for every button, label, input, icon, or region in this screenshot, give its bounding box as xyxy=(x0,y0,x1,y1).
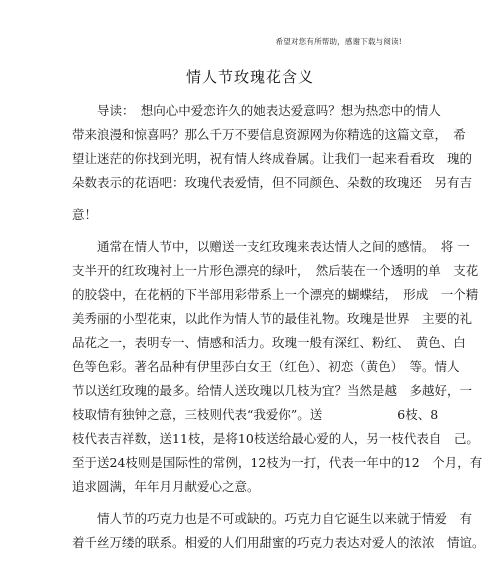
body-line: 朵数表示的花语吧：玫瑰代表爱情，但不同颜色、朵数的玫瑰还 另有吉 xyxy=(72,175,473,190)
body-line: 导读： 想向心中爱恋许久的她表达爱意吗？想为热恋中的情人 xyxy=(72,103,441,118)
document-title: 情人节玫瑰花含义 xyxy=(185,68,314,86)
body-line: 至于送24枝则是国际性的常例，12枝为一打，代表一年中的12 个月，有 xyxy=(72,455,483,470)
body-line: 枝取情有独钟之意，三枝则代表“我爱你”。送 6枝、8 xyxy=(72,407,439,422)
body-line: 意！ xyxy=(72,207,98,222)
body-line: 情人节的巧克力也是不可或缺的。巧克力自它诞生以来就于情爱 有 xyxy=(72,511,473,526)
body-line: 枝代表吉祥数，送11枝，是将10枝送给最心爱的人，另一枝代表自 己。 xyxy=(72,431,479,446)
body-line: 的胶袋中，在花柄的下半部用彩带系上一个漂亮的蝴蝶结， 形成 一个精 xyxy=(72,287,479,302)
body-line: 追求圆满，年年月月献爱心之意。 xyxy=(72,479,260,494)
body-line: 通常在情人节中，以赠送一支红玫瑰来表达情人之间的感情。 将 一 xyxy=(72,239,470,254)
body-line: 节以送红玫瑰的最多。给情人送玫瑰以几枝为宜？当然是越 多越好，一 xyxy=(72,383,473,398)
body-line: 支半开的红玫瑰衬上一片形色漂亮的绿叶， 然后装在一个透明的单 支花 xyxy=(72,263,479,278)
body-line: 品花之一，表明专一、情感和活力。玫瑰一般有深红、粉红、 黄色、白 xyxy=(72,335,466,350)
body-line: 着千丝万缕的联系。相爱的人们用甜蜜的巧克力表达对爱人的浓浓 情谊。 xyxy=(72,535,485,550)
body-line: 美秀丽的小型花束，以此作为情人节的最佳礼物。玫瑰是世界 主要的礼 xyxy=(72,311,473,326)
body-line: 带来浪漫和惊喜吗？那么千万不要信息资源网为你精选的这篇文章， 希 xyxy=(72,127,466,142)
body-line: 望让迷茫的你找到光明，祝有情人终成眷属。让我们一起来看看玫 瑰的 xyxy=(72,151,473,166)
header-note: 希望对您有所帮助，感谢下载与阅读! xyxy=(275,37,402,46)
body-line: 色等色彩。著名品种有伊里莎白女王（红色）、初恋（黄色） 等。情人 xyxy=(72,359,460,374)
